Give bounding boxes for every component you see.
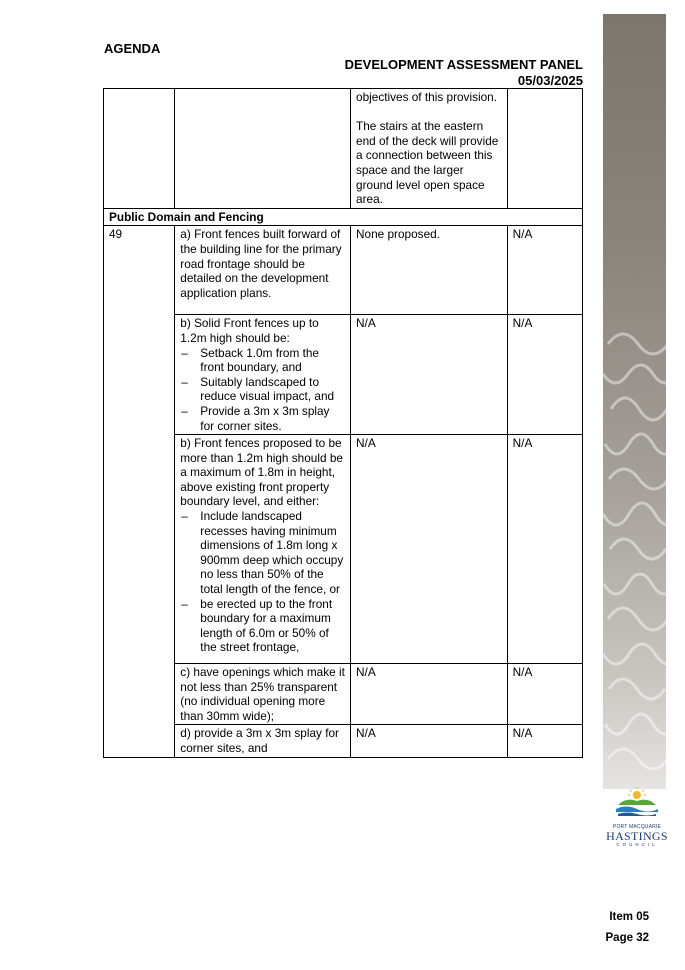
list-item: – Suitably landscaped to reduce visual impact, and — [180, 375, 345, 404]
proposed-text: N/A — [351, 725, 508, 757]
council-logo-icon — [614, 785, 660, 817]
table-row — [104, 89, 583, 209]
decorative-sidebar — [603, 14, 666, 789]
requirement-cell — [175, 435, 351, 664]
assessment-table — [103, 88, 583, 758]
list-item: – be erected up to the front boundary for a maximum length of 6.0m or 50% of the street frontage, — [180, 597, 345, 655]
complies-text: N/A — [507, 435, 582, 664]
list-item: – Setback 1.0m from the front boundary, and — [180, 346, 345, 375]
item-number: Item 05 — [609, 911, 649, 923]
proposed-text: None proposed. — [351, 226, 508, 315]
complies-text: N/A — [507, 315, 582, 435]
requirement-text: b) Solid Front fences up to 1.2m high should be: — [180, 316, 319, 345]
page-number: Page 32 — [605, 932, 649, 944]
meeting-date: 05/03/2025 — [517, 73, 583, 88]
bullet-list — [180, 509, 345, 655]
bullet-list — [180, 346, 345, 434]
table-cell — [104, 89, 175, 209]
list-item: – Include landscaped recesses having minimum dimensions of 1.8m long x 900mm deep which occupy no less than 50% of the total length of the fence, or — [180, 509, 345, 597]
swirl-pattern — [603, 14, 666, 789]
requirement-text: d) provide a 3m x 3m splay for corner sites, and — [175, 725, 351, 757]
requirement-cell — [175, 315, 351, 435]
agenda-heading: AGENDA — [104, 41, 161, 56]
logo-line-1: PORT MACQUARIE — [612, 824, 662, 830]
continued-text: The stairs at the eastern end of the deck will provide a connection between this space and the larger ground level open space area. — [356, 119, 499, 207]
table-row — [104, 435, 583, 664]
requirement-text: b) Front fences proposed to be more than 1.2m high should be a maximum of 1.8m in height, above existing front property boundary level, and either: — [180, 436, 343, 509]
complies-text: N/A — [507, 664, 582, 725]
continued-text: objectives of this provision. — [356, 90, 497, 104]
table-row — [104, 725, 583, 757]
logo-line-2: HASTINGS — [606, 829, 668, 843]
logo-line-3: COUNCIL — [616, 842, 658, 847]
requirement-text: a) Front fences built forward of the building line for the primary road frontage should be detailed on the development application plans. — [175, 226, 351, 315]
complies-text: N/A — [507, 226, 582, 315]
table-cell — [351, 89, 508, 209]
section-heading: Public Domain and Fencing — [104, 208, 583, 226]
panel-title: DEVELOPMENT ASSESSMENT PANEL — [344, 57, 583, 72]
table-row — [104, 226, 583, 315]
list-item: – Provide a 3m x 3m splay for corner sites. — [180, 404, 345, 433]
table-cell — [175, 89, 351, 209]
table-cell — [507, 89, 582, 209]
council-logo — [606, 785, 668, 847]
proposed-text: N/A — [351, 664, 508, 725]
proposed-text: N/A — [351, 315, 508, 435]
proposed-text: N/A — [351, 435, 508, 664]
requirement-text: c) have openings which make it not less than 25% transparent (no individual opening more than 30mm wide); — [175, 664, 351, 725]
table-row — [104, 315, 583, 435]
section-row — [104, 208, 583, 226]
table-row — [104, 664, 583, 725]
clause-number: 49 — [104, 226, 175, 757]
complies-text: N/A — [507, 725, 582, 757]
